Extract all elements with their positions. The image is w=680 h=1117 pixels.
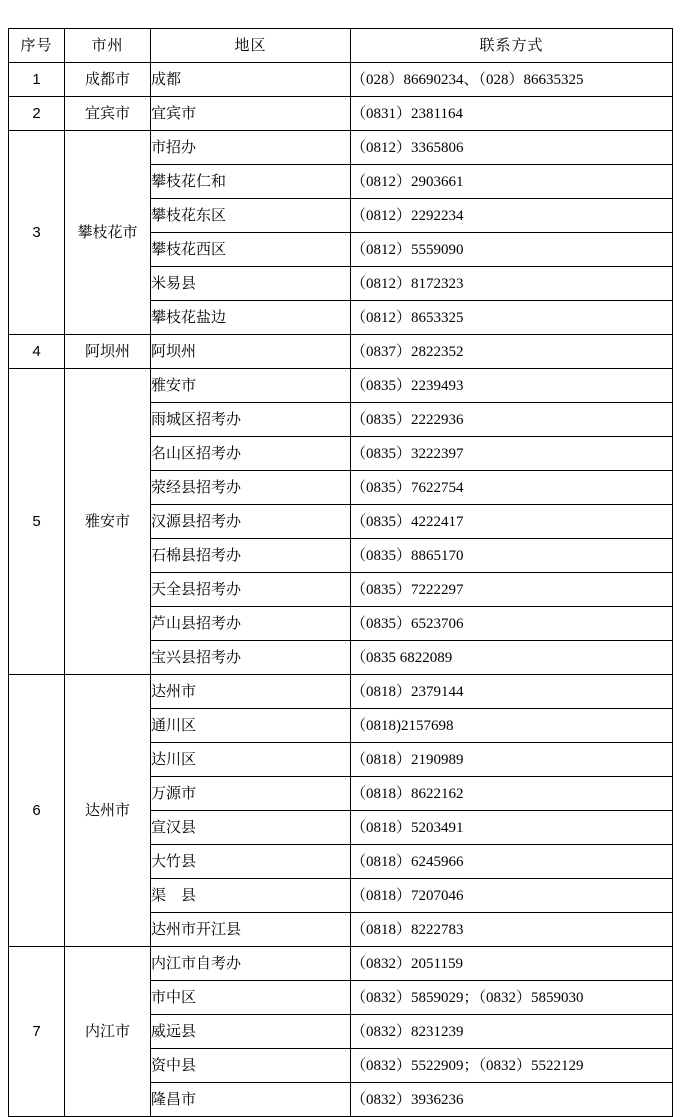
telephone-cell: （0835）4222417: [351, 505, 673, 539]
table-row: [9, 63, 673, 97]
telephone-cell: （0835）2222936: [351, 403, 673, 437]
area-cell: 雨城区招考办: [151, 403, 351, 437]
area-cell: 天全县招考办: [151, 573, 351, 607]
area-cell: 攀枝花东区: [151, 199, 351, 233]
row-number-cell: 6: [9, 675, 65, 947]
area-cell: 攀枝花盐边: [151, 301, 351, 335]
telephone-cell: （0812）2292234: [351, 199, 673, 233]
city-cell: 成都市: [65, 63, 151, 97]
telephone-cell: （0835 6822089: [351, 641, 673, 675]
column-header-area: 地区: [151, 29, 351, 63]
city-cell: 阿坝州: [65, 335, 151, 369]
telephone-cell: （0818）6245966: [351, 845, 673, 879]
column-header-tel: 联系方式: [351, 29, 673, 63]
area-cell: 米易县: [151, 267, 351, 301]
area-cell: 荥经县招考办: [151, 471, 351, 505]
table-row: [9, 369, 673, 403]
telephone-cell: （0835）7622754: [351, 471, 673, 505]
area-cell: 通川区: [151, 709, 351, 743]
telephone-cell: （0818）8222783: [351, 913, 673, 947]
contact-table: [8, 28, 673, 1117]
table-row: [9, 131, 673, 165]
area-cell: 资中县: [151, 1049, 351, 1083]
city-cell: 攀枝花市: [65, 131, 151, 335]
area-cell: 市中区: [151, 981, 351, 1015]
telephone-cell: （0832）2051159: [351, 947, 673, 981]
area-cell: 阿坝州: [151, 335, 351, 369]
telephone-cell: （0832）5859029；（0832）5859030: [351, 981, 673, 1015]
area-cell: 达川区: [151, 743, 351, 777]
city-cell: 雅安市: [65, 369, 151, 675]
telephone-cell: （0818)2157698: [351, 709, 673, 743]
telephone-cell: （0831）2381164: [351, 97, 673, 131]
area-cell: 市招办: [151, 131, 351, 165]
telephone-cell: （0832）5522909；（0832）5522129: [351, 1049, 673, 1083]
telephone-cell: （0835）6523706: [351, 607, 673, 641]
table-header: [9, 29, 673, 63]
area-cell: 内江市自考办: [151, 947, 351, 981]
area-cell: 隆昌市: [151, 1083, 351, 1117]
table-row: [9, 675, 673, 709]
telephone-cell: （0812）5559090: [351, 233, 673, 267]
table-header-row: [9, 29, 673, 63]
area-cell: 达州市: [151, 675, 351, 709]
column-header-city: 市州: [65, 29, 151, 63]
telephone-cell: （0818）8622162: [351, 777, 673, 811]
area-cell: 雅安市: [151, 369, 351, 403]
area-cell: 攀枝花西区: [151, 233, 351, 267]
area-cell: 成都: [151, 63, 351, 97]
area-cell: 威远县: [151, 1015, 351, 1049]
table-row: [9, 97, 673, 131]
telephone-cell: （0818）5203491: [351, 811, 673, 845]
table-body: [9, 63, 673, 1117]
table-row: [9, 335, 673, 369]
area-cell: 宝兴县招考办: [151, 641, 351, 675]
telephone-cell: （0812）3365806: [351, 131, 673, 165]
telephone-cell: （0818）7207046: [351, 879, 673, 913]
telephone-cell: （0835）3222397: [351, 437, 673, 471]
area-cell: 宜宾市: [151, 97, 351, 131]
area-cell: 攀枝花仁和: [151, 165, 351, 199]
area-cell: 渠 县: [151, 879, 351, 913]
row-number-cell: 7: [9, 947, 65, 1117]
row-number-cell: 4: [9, 335, 65, 369]
city-cell: 内江市: [65, 947, 151, 1117]
area-cell: 汉源县招考办: [151, 505, 351, 539]
row-number-cell: 3: [9, 131, 65, 335]
telephone-cell: （0818）2379144: [351, 675, 673, 709]
telephone-cell: （0812）2903661: [351, 165, 673, 199]
area-cell: 名山区招考办: [151, 437, 351, 471]
telephone-cell: （0812）8172323: [351, 267, 673, 301]
telephone-cell: （0818）2190989: [351, 743, 673, 777]
area-cell: 石棉县招考办: [151, 539, 351, 573]
telephone-cell: （0835）2239493: [351, 369, 673, 403]
telephone-cell: （0835）8865170: [351, 539, 673, 573]
telephone-cell: （0812）8653325: [351, 301, 673, 335]
area-cell: 宣汉县: [151, 811, 351, 845]
telephone-cell: （0832）8231239: [351, 1015, 673, 1049]
telephone-cell: （0832）3936236: [351, 1083, 673, 1117]
row-number-cell: 1: [9, 63, 65, 97]
row-number-cell: 2: [9, 97, 65, 131]
area-cell: 达州市开江县: [151, 913, 351, 947]
area-cell: 万源市: [151, 777, 351, 811]
telephone-cell: （0835）7222297: [351, 573, 673, 607]
table-row: [9, 947, 673, 981]
telephone-cell: （0837）2822352: [351, 335, 673, 369]
area-cell: 芦山县招考办: [151, 607, 351, 641]
row-number-cell: 5: [9, 369, 65, 675]
telephone-cell: （028）86690234、（028）86635325: [351, 63, 673, 97]
area-cell: 大竹县: [151, 845, 351, 879]
column-header-no: 序号: [9, 29, 65, 63]
city-cell: 达州市: [65, 675, 151, 947]
city-cell: 宜宾市: [65, 97, 151, 131]
